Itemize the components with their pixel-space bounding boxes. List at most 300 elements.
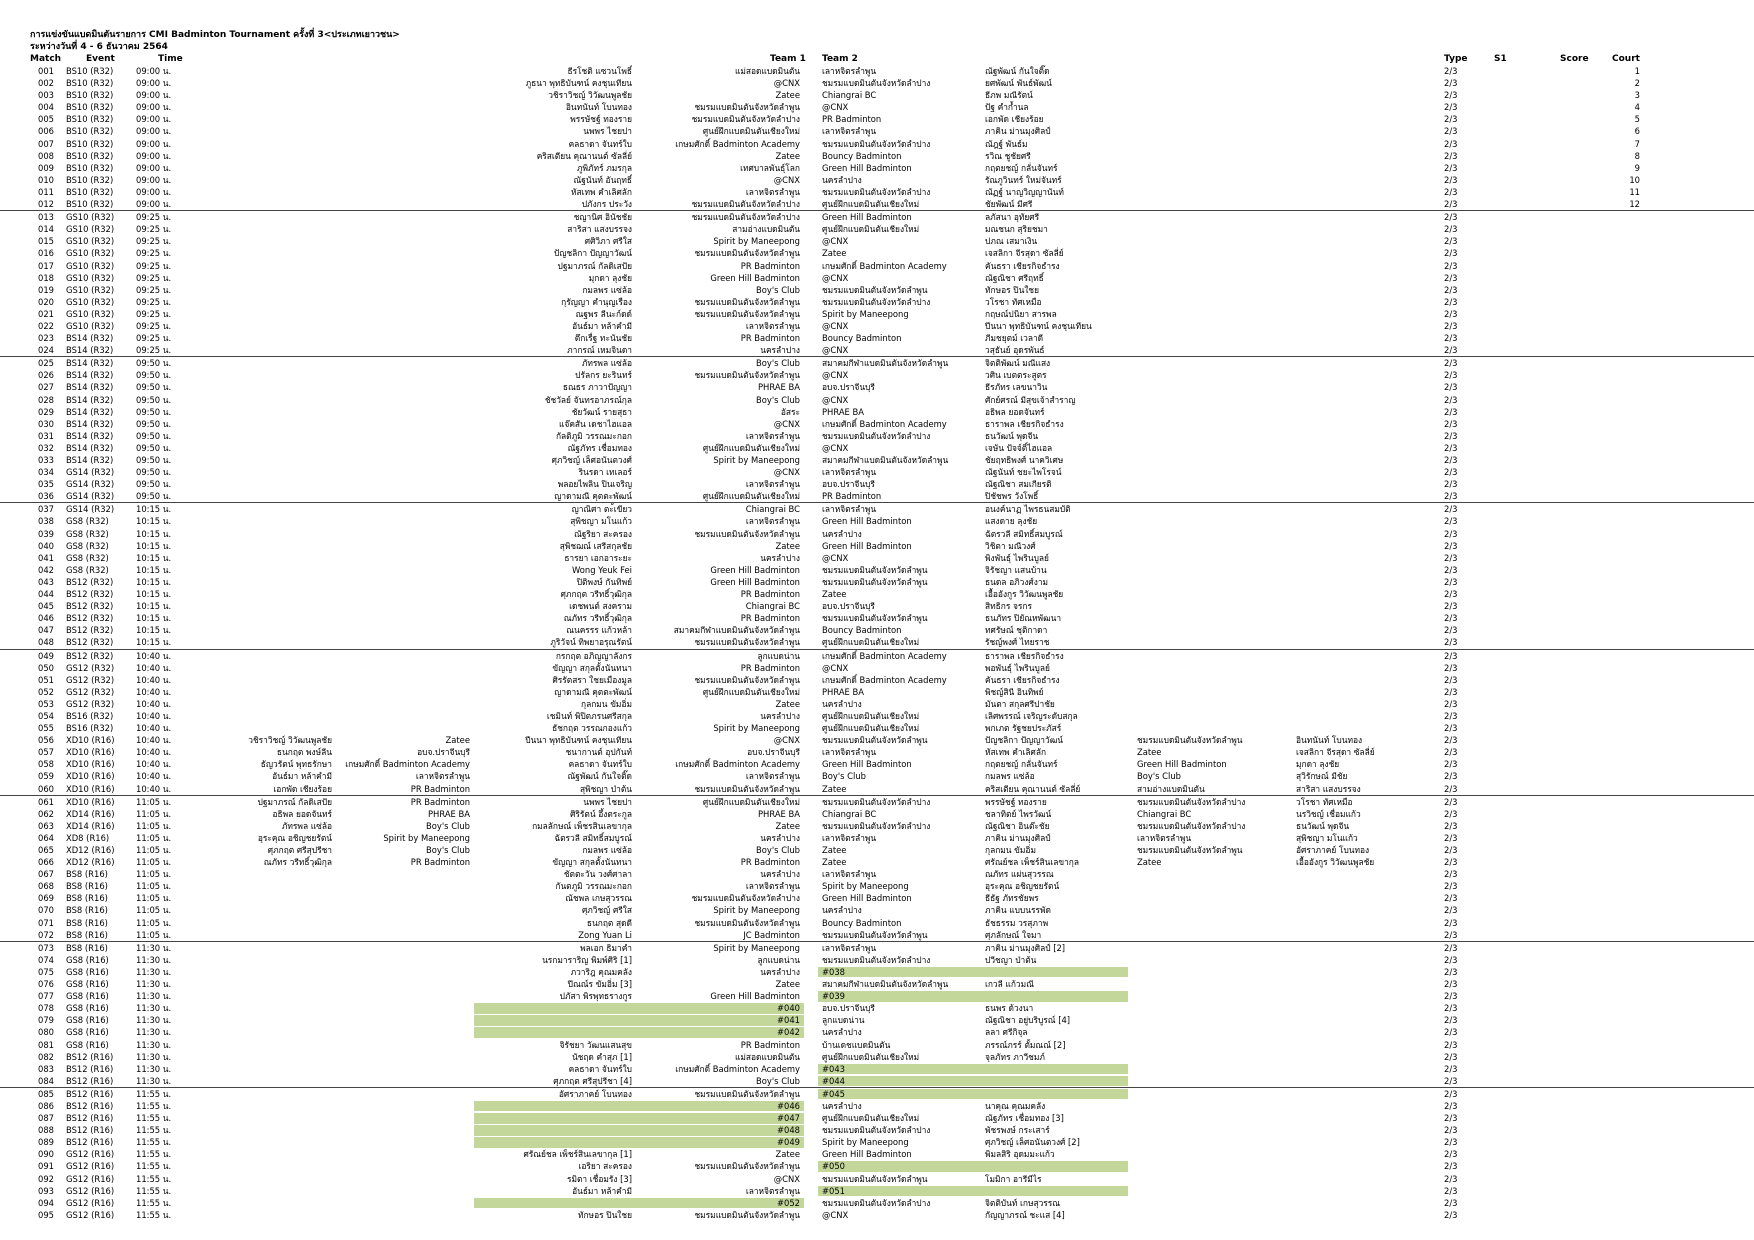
match-number: 001	[38, 66, 54, 76]
team2-player: เอื้ออังกูร วิวัฒนพูลชัย	[985, 589, 1064, 600]
team2-club: @CNX	[822, 662, 849, 673]
team1-partner-player: ศุภกฤต ศรีสุปรีชา	[267, 845, 332, 855]
team1-club: ชมรมแบดมินตันจังหวัดลำพูน	[694, 1161, 800, 1172]
event-name: BS14 (R32)	[66, 455, 114, 465]
team1-player: กมลพร แซ่ล้อ	[582, 284, 632, 295]
team1-player: กมลพร แซ่ล้อ	[582, 845, 632, 855]
team2-club: #043	[822, 1063, 846, 1074]
event-name: GS12 (R32)	[66, 662, 115, 673]
match-time: 10:15 น.	[136, 504, 172, 515]
court-number: 6	[1634, 126, 1640, 137]
team1-player: ทักษอร ปินใชย	[577, 1209, 632, 1220]
table-row	[0, 186, 1754, 198]
team1-club: ชมรมแบดมินตันจังหวัดลำพูน	[694, 296, 800, 307]
team1-club: ชมรมแบดมินตันจังหวัดลำพูน	[694, 308, 800, 319]
event-name: XD14 (R16)	[66, 820, 115, 831]
team2-player: พิงพันธุ์ ไพรินบูลย์	[985, 552, 1049, 563]
table-row	[0, 1039, 1754, 1051]
team1-player: อันธ์มา หล้าคำมี	[572, 1185, 632, 1196]
table-row	[0, 552, 1754, 564]
event-name: BS10 (R32)	[66, 66, 114, 76]
match-type: 2/3	[1444, 1137, 1458, 1148]
match-number: 091	[38, 1161, 54, 1172]
match-type: 2/3	[1444, 747, 1458, 758]
team1-player: กรกฤต อภิญญาลังกร	[555, 650, 632, 661]
match-time: 11:05 น.	[136, 808, 172, 819]
match-type: 2/3	[1444, 869, 1458, 880]
team2-player: จิรัชญา แสนบ้าน	[985, 564, 1047, 575]
match-number: 024	[38, 345, 54, 356]
match-time: 10:40 น.	[136, 747, 172, 758]
match-type: 2/3	[1444, 783, 1458, 794]
match-number: 022	[38, 320, 54, 331]
court-number: 5	[1634, 114, 1640, 125]
team1-partner-club: Spirit by Maneepong	[383, 832, 470, 843]
team2-partner-club: เลาหจิตรลำพูน	[1137, 832, 1192, 843]
match-number: 062	[38, 808, 54, 819]
team2-partner-player: ธนวัฒน์ พุดจีน	[1296, 820, 1350, 831]
table-row	[0, 150, 1754, 162]
match-table	[0, 65, 1754, 1221]
team1-partner-club: PHRAE BA	[428, 808, 470, 819]
table-row	[0, 612, 1754, 624]
team2-player: ภาคิน แบบนรรพัด	[985, 905, 1051, 916]
match-time: 09:00 น.	[136, 66, 172, 76]
event-name: BS8 (R16)	[66, 893, 108, 904]
team1-player: ศุภกฤต ศรีสุปรีชา [4]	[553, 1075, 632, 1086]
team1-club: นครลำปาง	[760, 552, 800, 563]
team2-club: นครลำปาง	[822, 174, 862, 185]
team2-player: ลภัสนา อุทัยศรี	[985, 212, 1040, 223]
team2-partner-player: วโรชา ทัศเหมือ	[1296, 796, 1353, 807]
team2-club: ศูนย์ฝึกแบดมินตันเชียงใหม่	[822, 710, 920, 721]
team1-player: ฉัตรวลี สมิทธิ์สมบูรณ์	[554, 832, 632, 843]
table-row	[0, 722, 1754, 734]
match-time: 10:40 น.	[136, 723, 172, 734]
match-number: 027	[38, 382, 54, 393]
team2-club: Zatee	[822, 589, 847, 600]
court-number: 1	[1634, 66, 1640, 76]
header-time: Time	[158, 54, 183, 64]
team1-player: ภูธนา พุทธิบันฑน์ คงชุนเทียน	[525, 78, 632, 89]
team1-player: เอริยา สะครอง	[578, 1161, 632, 1172]
team1-club: เทศบาลพันธุ์โลก	[740, 162, 800, 173]
team2-club: PHRAE BA	[822, 406, 864, 417]
match-number: 045	[38, 601, 54, 612]
team1-club: ศูนย์ฝึกแบดมินตันเชียงใหม่	[702, 126, 800, 137]
match-time: 10:40 น.	[136, 710, 172, 721]
event-name: BS12 (R32)	[66, 589, 114, 600]
match-number: 064	[38, 832, 54, 843]
match-type: 2/3	[1444, 491, 1458, 502]
match-type: 2/3	[1444, 723, 1458, 734]
team1-club: ศูนย์ฝึกแบดมินตันเชียงใหม่	[702, 686, 800, 697]
event-name: BS14 (R32)	[66, 406, 114, 417]
event-name: BS12 (R16)	[66, 1063, 114, 1074]
event-name: BS8 (R16)	[66, 929, 108, 940]
event-name: BS12 (R32)	[66, 637, 114, 648]
team1-player: เดชพนต์ สงคราม	[569, 601, 632, 612]
match-time: 09:50 น.	[136, 418, 172, 429]
header-team2: Team 2	[822, 54, 858, 64]
team2-club: #045	[822, 1088, 846, 1099]
team1-player: กันตภูมิ วรรณมะกอก	[555, 881, 632, 892]
team2-club: เลาหจิตรลำพูน	[822, 832, 877, 843]
event-name: GS8 (R16)	[66, 1027, 109, 1038]
team1-club: Spirit by Maneepong	[713, 455, 800, 465]
match-number: 043	[38, 576, 54, 587]
team2-player: วสุธันย์ อุดรพันธ์	[985, 345, 1045, 356]
team2-player: คันธรา เชียรกิจธำรง	[985, 674, 1060, 685]
team2-club: สมาคมกีฬาแบดมินตันจังหวัดลำพูน	[822, 979, 949, 990]
team1-player: ศศิวิภา ศรีใส	[584, 236, 632, 247]
table-row	[0, 649, 1754, 662]
event-name: XD8 (R16)	[66, 832, 110, 843]
match-type: 2/3	[1444, 857, 1458, 868]
team1-club: Zatee	[775, 540, 800, 551]
event-name: BS14 (R32)	[66, 382, 114, 393]
match-number: 016	[38, 248, 54, 259]
table-row	[0, 478, 1754, 490]
match-time: 11:05 น.	[136, 881, 172, 892]
team1-club: #052	[776, 1197, 800, 1208]
match-type: 2/3	[1444, 589, 1458, 600]
team2-partner-club: ชมรมแบดมินตันจังหวัดลำปาง	[1137, 796, 1246, 807]
event-name: GS10 (R32)	[66, 212, 115, 223]
team1-club: อัสระ	[780, 406, 800, 417]
event-name: BS12 (R16)	[66, 1125, 114, 1136]
event-name: BS14 (R32)	[66, 430, 114, 441]
match-type: 2/3	[1444, 954, 1458, 965]
match-type: 2/3	[1444, 674, 1458, 685]
team1-player: คลธาดา จันทร์ใบ	[568, 138, 632, 149]
match-time: 09:50 น.	[136, 467, 172, 478]
match-number: 075	[38, 966, 54, 977]
match-type: 2/3	[1444, 358, 1458, 369]
match-type: 2/3	[1444, 552, 1458, 563]
team2-club: @CNX	[822, 345, 849, 356]
match-time: 11:55 น.	[136, 1185, 172, 1196]
team2-player: ณัฐนันท์ ชยะไพโรจน์	[985, 467, 1062, 478]
match-number: 044	[38, 589, 54, 600]
team2-club: บ้านเดชแบดมินตัน	[822, 1039, 891, 1050]
match-time: 09:50 น.	[136, 442, 172, 453]
team2-player: หัสเทพ คำเลิศลัก	[985, 747, 1047, 758]
table-row	[0, 210, 1754, 223]
match-time: 11:30 น.	[136, 1075, 172, 1086]
match-type: 2/3	[1444, 1088, 1458, 1099]
team1-club: สมาคมกีฬาแบดมินตันจังหวัดลำพูน	[673, 625, 800, 636]
team2-player: เจสลิกา จีรสุดา ซัลลี่ย์	[985, 248, 1064, 259]
match-type: 2/3	[1444, 1197, 1458, 1208]
event-name: GS10 (R32)	[66, 284, 115, 295]
match-type: 2/3	[1444, 114, 1458, 125]
team1-player: ศรัณย์ชล เพ็ชร์สินเลขากุล [1]	[523, 1149, 632, 1160]
table-row	[0, 308, 1754, 320]
team1-club: ชมรมแบดมินตันจังหวัดลำพูน	[694, 248, 800, 259]
team1-club: #048	[776, 1125, 800, 1136]
team2-club: Green Hill Badminton	[822, 540, 912, 551]
team2-club: เลาหจิตรลำพูน	[822, 467, 877, 478]
match-number: 066	[38, 857, 54, 868]
team2-player: เจษัน ปัจจ์ติ์ไฮแอล	[985, 442, 1053, 453]
event-name: XD10 (R16)	[66, 759, 115, 770]
event-name: BS10 (R32)	[66, 162, 114, 173]
team2-club: ศูนย์ฝึกแบดมินตันเชียงใหม่	[822, 1113, 920, 1124]
team2-club: Green Hill Badminton	[822, 893, 912, 904]
team1-player: นัชฤด คำสุภ [1]	[571, 1051, 632, 1062]
team1-club: PR Badminton	[740, 260, 800, 271]
table-row	[0, 856, 1754, 868]
match-time: 09:25 น.	[136, 248, 172, 259]
team1-player: สุพิชญา มโนแก้ว	[570, 516, 632, 527]
team2-player: เกวลี แก้วมณี	[985, 979, 1034, 990]
team1-club: JC Badminton	[743, 929, 800, 940]
match-number: 057	[38, 747, 54, 758]
event-name: GS8 (R16)	[66, 979, 109, 990]
match-number: 088	[38, 1125, 54, 1136]
match-time: 11:30 น.	[136, 1027, 172, 1038]
document-title: การแข่งขันแบดมินตันรายการ CMI Badminton Tournament ครั้งที่ 3<ประเภทเยาวชน>	[30, 30, 400, 40]
match-time: 11:55 น.	[136, 1161, 172, 1172]
match-time: 09:00 น.	[136, 186, 172, 197]
team2-club: #051	[822, 1185, 846, 1196]
match-type: 2/3	[1444, 199, 1458, 210]
event-name: GS8 (R32)	[66, 516, 109, 527]
team2-club: ศูนย์ฝึกแบดมินตันเชียงใหม่	[822, 224, 920, 235]
team1-club: ชมรมแบดมินตันจังหวัดลำพูน	[694, 528, 800, 539]
team1-player: พลเอก ธิมาคำ	[580, 942, 632, 953]
match-type: 2/3	[1444, 845, 1458, 855]
team1-player: ศุภวิชญ์ เล็ศอนันตวงศ์	[551, 455, 632, 465]
table-row	[0, 381, 1754, 393]
team1-partner-player: อันธ์มา หล้าคำมี	[272, 771, 332, 782]
match-type: 2/3	[1444, 212, 1458, 223]
match-number: 074	[38, 954, 54, 965]
team1-player: ธัชกฤต วรรณกองแก้ว	[552, 723, 632, 734]
match-type: 2/3	[1444, 613, 1458, 624]
match-time: 09:50 น.	[136, 491, 172, 502]
team1-club: #041	[776, 1015, 800, 1026]
team1-club: Boy's Club	[756, 1075, 800, 1086]
match-type: 2/3	[1444, 467, 1458, 478]
team2-partner-club: ชมรมแบดมินตันจังหวัดลำพูน	[1137, 845, 1243, 855]
match-time: 11:55 น.	[136, 1088, 172, 1099]
match-number: 090	[38, 1149, 54, 1160]
team1-player: Zong Yuan Li	[578, 929, 632, 940]
match-time: 11:30 น.	[136, 979, 172, 990]
team2-club: PHRAE BA	[822, 686, 864, 697]
match-number: 031	[38, 430, 54, 441]
team1-club: เลาหจิตรลำพูน	[745, 320, 800, 331]
table-row	[0, 1148, 1754, 1160]
team1-player: หัสเทพ คำเลิศลัก	[570, 186, 632, 197]
team1-club: เลาหจิตรลำพูน	[745, 430, 800, 441]
team1-club: เกษมศักดิ์ Badminton Academy	[675, 759, 800, 770]
team1-partner-player: เอกพัด เชียงร้อย	[273, 783, 332, 794]
team2-club: @CNX	[822, 102, 849, 113]
team2-player: ลลา ศรีกิจุล	[985, 1027, 1028, 1038]
match-number: 017	[38, 260, 54, 271]
team2-player: ศุภลักษณ์ ใจมา	[985, 929, 1042, 940]
team2-club: PR Badminton	[822, 491, 882, 502]
match-time: 11:30 น.	[136, 1003, 172, 1014]
match-time: 11:05 น.	[136, 832, 172, 843]
team1-club: Zatee	[775, 90, 800, 101]
table-row	[0, 235, 1754, 247]
team1-player: ศุภกฤต วรีทธิ์วุฒิกุล	[560, 589, 632, 600]
header-type: Type	[1444, 54, 1468, 64]
team2-club: Bouncy Badminton	[822, 333, 902, 344]
court-number: 12	[1629, 199, 1640, 210]
team1-partner-club: เกษมศักดิ์ Badminton Academy	[345, 759, 470, 770]
team1-partner-player: ณภัทร วรีทธิ์วุฒิกุล	[263, 857, 332, 868]
match-time: 11:55 น.	[136, 1149, 172, 1160]
match-type: 2/3	[1444, 479, 1458, 490]
match-type: 2/3	[1444, 1027, 1458, 1038]
team1-club: ชมรมแบดมินตันจังหวัดลำพูน	[694, 1209, 800, 1220]
team2-club: #038	[822, 966, 846, 977]
team1-club: Boy's Club	[756, 358, 800, 369]
event-name: BS14 (R32)	[66, 345, 114, 356]
team2-player: พิชญ์สินี อินทิพย์	[985, 686, 1044, 697]
team2-club: ศูนย์ฝึกแบดมินตันเชียงใหม่	[822, 1051, 920, 1062]
team2-club: ศูนย์ฝึกแบดมินตันเชียงใหม่	[822, 199, 920, 210]
team1-club: เลาหจิตรลำพูน	[745, 516, 800, 527]
event-name: BS8 (R16)	[66, 881, 108, 892]
event-name: BS12 (R32)	[66, 613, 114, 624]
event-name: GS8 (R16)	[66, 991, 109, 1002]
match-type: 2/3	[1444, 601, 1458, 612]
table-row	[0, 892, 1754, 904]
match-time: 09:50 น.	[136, 370, 172, 381]
table-row	[0, 502, 1754, 515]
match-type: 2/3	[1444, 224, 1458, 235]
event-name: GS10 (R32)	[66, 308, 115, 319]
team1-player: ปภังกร ประวัง	[581, 199, 632, 210]
event-name: BS8 (R16)	[66, 917, 108, 928]
match-number: 047	[38, 625, 54, 636]
team2-player: กุลกมน ขัมอิ่ม	[985, 845, 1036, 855]
team2-club: ศูนย์ฝึกแบดมินตันเชียงใหม่	[822, 637, 920, 648]
match-time: 10:15 น.	[136, 564, 172, 575]
team2-player: ณัฏฐ์ นาญวิญญานันท์	[985, 186, 1064, 197]
match-number: 038	[38, 516, 54, 527]
team1-club: #046	[776, 1100, 800, 1111]
team2-club: @CNX	[822, 442, 849, 453]
team2-player: อธิพล ยอดจันทร์	[985, 406, 1045, 417]
team1-player: ธีรโชติ แซวนโพธิ์	[567, 66, 632, 76]
table-row	[0, 868, 1754, 880]
team1-player: กมลลักษณ์ เพ็ชรสินเลขากุล	[532, 820, 632, 831]
match-number: 056	[38, 735, 54, 746]
table-row	[0, 978, 1754, 990]
team2-player: จิตติพัฒน์ มณีแสง	[985, 358, 1051, 369]
event-name: GS10 (R32)	[66, 320, 115, 331]
match-number: 026	[38, 370, 54, 381]
table-row	[0, 515, 1754, 527]
team1-partner-club: PR Badminton	[410, 857, 470, 868]
team1-player: ณัฐริยา สะครอง	[574, 528, 632, 539]
match-type: 2/3	[1444, 966, 1458, 977]
team1-partner-player: อุระคุณ อชิญชยรัตน์	[257, 832, 332, 843]
team2-club: อบจ.ปราจีนบุรี	[822, 601, 875, 612]
team1-club: Spirit by Maneepong	[713, 942, 800, 953]
match-number: 086	[38, 1100, 54, 1111]
event-name: GS10 (R32)	[66, 260, 115, 271]
match-time: 10:15 น.	[136, 601, 172, 612]
team1-player: คริสเตียน คุณานนต์ ซัลลี่ย์	[536, 150, 632, 161]
match-type: 2/3	[1444, 650, 1458, 661]
team2-player: ศุภวิชญ์ เล็ศอนันตวงศ์ [2]	[985, 1137, 1080, 1148]
team1-club: เลาหจิตรลำพูน	[745, 186, 800, 197]
team1-club: PR Badminton	[740, 589, 800, 600]
team2-player: ปวีชญา ป่าต้น	[985, 954, 1037, 965]
team1-club: PR Badminton	[740, 662, 800, 673]
match-time: 09:50 น.	[136, 358, 172, 369]
match-number: 053	[38, 698, 54, 709]
event-name: GS8 (R32)	[66, 552, 109, 563]
event-name: BS14 (R32)	[66, 442, 114, 453]
team1-club: ชมรมแบดมินตันจังหวัดลำปาง	[691, 199, 800, 210]
team1-club: เกษมศักดิ์ Badminton Academy	[675, 1063, 800, 1074]
team2-partner-player: อินทนันท์ โบนทอง	[1296, 735, 1363, 746]
match-number: 023	[38, 333, 54, 344]
team2-player: ธีธัฐ ภัทรชัยพร	[985, 893, 1039, 904]
table-row	[0, 966, 1754, 978]
court-number: 11	[1629, 186, 1640, 197]
team1-player: ภูพิภัทร์ ภมรกุล	[577, 162, 632, 173]
team2-club: ชมรมแบดมินตันจังหวัดลำปาง	[822, 1125, 931, 1136]
team2-player: มณชนก สุริยชมา	[985, 224, 1048, 235]
team1-player: กุรัญญา คำนุญเรือง	[561, 296, 632, 307]
match-number: 019	[38, 284, 54, 295]
match-time: 10:15 น.	[136, 552, 172, 563]
table-row	[0, 454, 1754, 466]
table-row	[0, 636, 1754, 648]
table-row	[0, 576, 1754, 588]
table-row	[0, 174, 1754, 186]
match-number: 095	[38, 1209, 54, 1220]
team2-player: อุระคุณ อชิญชยรัตน์	[985, 881, 1060, 892]
team2-partner-player: เอื้ออังกูร วิวัฒนพูลชัย	[1296, 857, 1375, 868]
table-row	[0, 113, 1754, 125]
team2-player: โมมิกา อารีมีไร	[985, 1173, 1042, 1184]
team2-club: ชมรมแบดมินตันจังหวัดลำปาง	[822, 78, 931, 89]
team2-club: Green Hill Badminton	[822, 1149, 912, 1160]
match-number: 067	[38, 869, 54, 880]
team1-partner-club: Boy's Club	[426, 820, 470, 831]
match-number: 040	[38, 540, 54, 551]
team2-player: จิตติบันท์ เกษสุวรรณ	[985, 1197, 1061, 1208]
match-number: 033	[38, 455, 54, 465]
team2-player: ธนภัทร ปิยัณหพัฒนา	[985, 613, 1062, 624]
table-row	[0, 101, 1754, 113]
team2-player: พรรษัชฐ์ ทองราย	[985, 796, 1047, 807]
match-number: 003	[38, 90, 54, 101]
team1-club: PR Badminton	[740, 857, 800, 868]
team2-player: พัชรพงษ์ กระเสาร์	[985, 1125, 1050, 1136]
match-type: 2/3	[1444, 1015, 1458, 1026]
header-team1: Team 1	[770, 54, 806, 64]
match-time: 09:50 น.	[136, 430, 172, 441]
match-time: 09:00 น.	[136, 199, 172, 210]
match-type: 2/3	[1444, 102, 1458, 113]
table-row	[0, 77, 1754, 89]
team2-player: ณภัทร แผ่นสุวรรณ	[985, 869, 1054, 880]
team1-player: ปีนนา พุทธิบันฑน์ คงชุนเทียน	[525, 735, 632, 746]
team1-player: อัศราภาคย์ โบนทอง	[558, 1088, 632, 1099]
